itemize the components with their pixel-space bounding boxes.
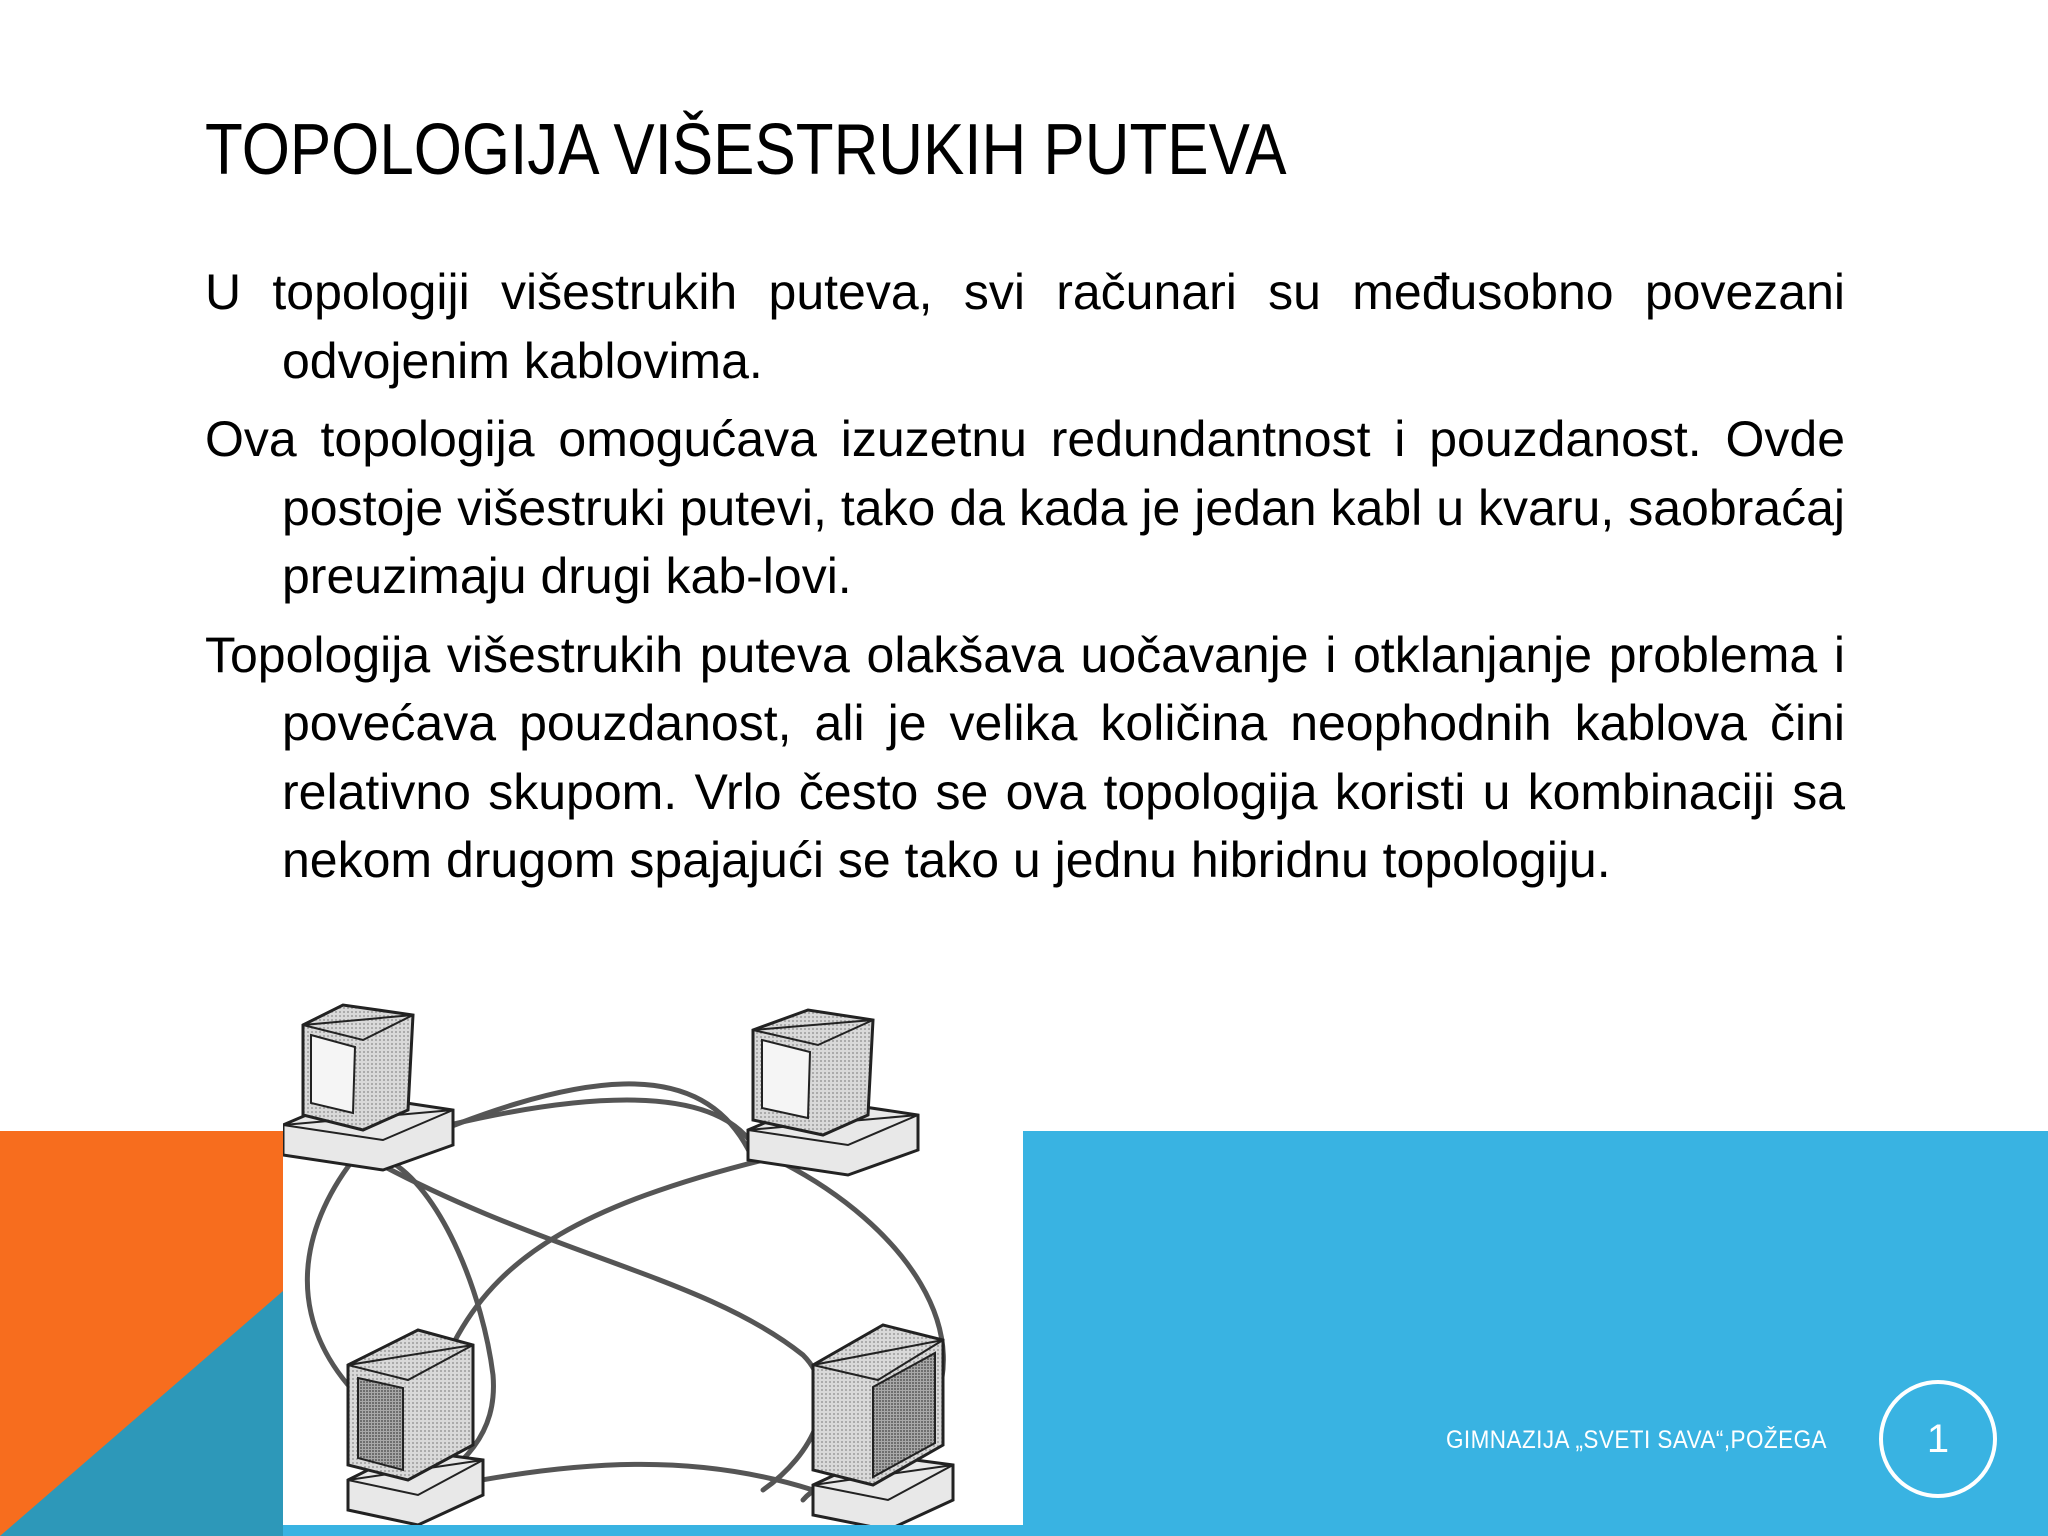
paragraph-1: U topologiji višestrukih puteva, svi računari su međusobno povezani odvojenim kablovima. bbox=[205, 264, 1845, 389]
computer-icon bbox=[748, 1010, 918, 1175]
slide-title: TOPOLOGIJA VIŠESTRUKIH PUTEVA bbox=[205, 110, 1287, 190]
computer-icon bbox=[813, 1325, 953, 1525]
paragraph-3: Topologija višestrukih puteva olakšava uočavanje i otklanjanje problema i povećava pouzdanost, ali je velika količina neophodnih kablova čini relativno skupom. Vrlo često se ova topologija koristi u kombinaciji sa nekom drugom spajajući se tako u jednu hibridnu topologiju. bbox=[205, 626, 1845, 888]
page-number-badge bbox=[1879, 1380, 1997, 1498]
mesh-network-diagram-icon bbox=[283, 995, 1023, 1525]
computer-icon bbox=[348, 1330, 483, 1525]
computer-icon bbox=[283, 1005, 453, 1170]
page-number: 1 bbox=[1926, 1416, 1950, 1461]
footer-school-name: GIMNAZIJA „SVETI SAVA“,POŽEGA bbox=[1445, 1426, 1827, 1454]
paragraph-2: Ova topologija omogućava izuzetnu redundantnost i pouzdanost. Ovde postoje višestruki putevi, tako da kada je jedan kabl u kvaru, saobraćaj preuzimaju drugi kab-lovi. bbox=[205, 411, 1845, 604]
slide-body bbox=[205, 258, 1845, 905]
footer-orange-band bbox=[0, 1131, 283, 1536]
